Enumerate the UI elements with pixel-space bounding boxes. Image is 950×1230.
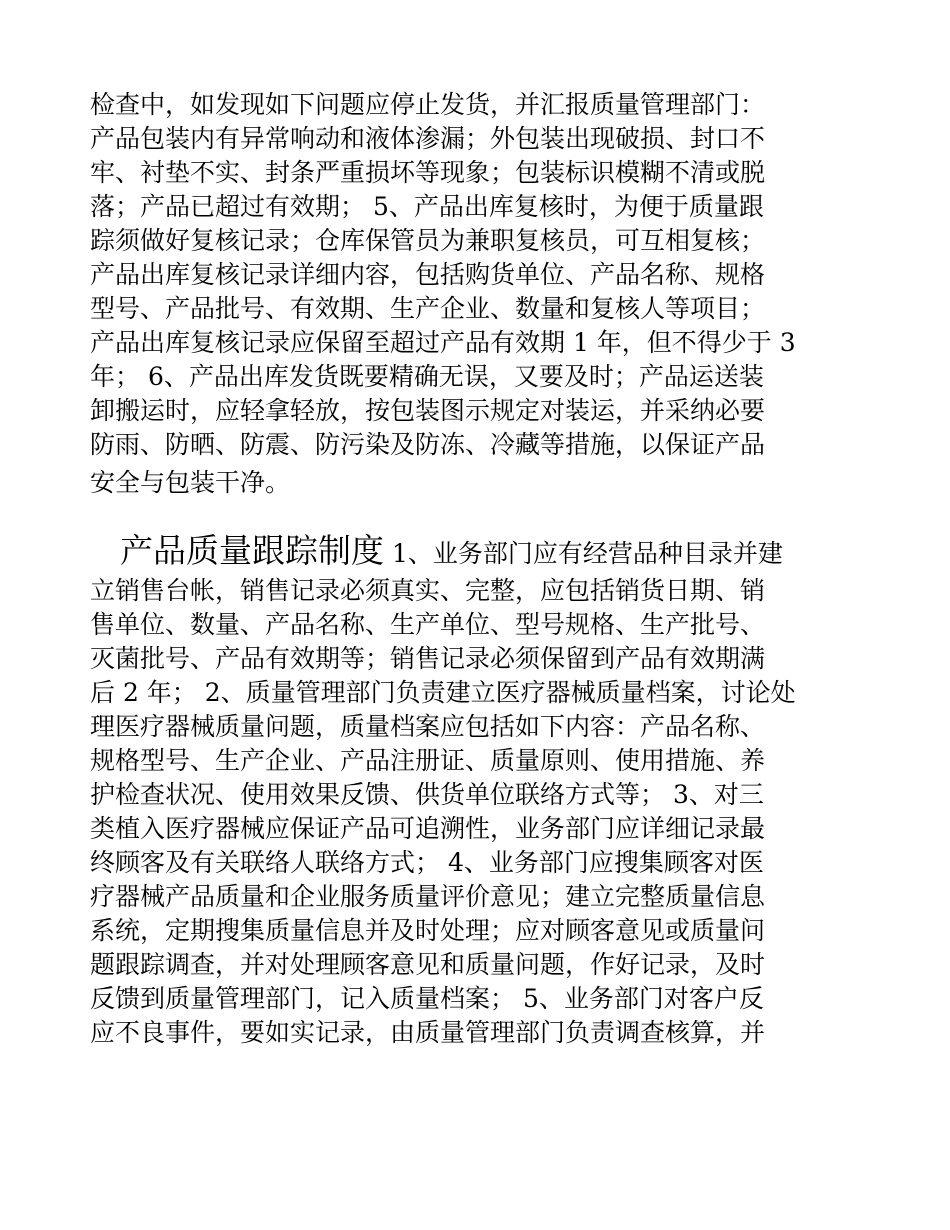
- para2-line-11: 疗器械产品质量和企业服务质量评价意见；建立完整质量信息: [90, 882, 766, 911]
- para1-line-1: 检查中，如发现如下问题应停止发货，并汇报质量管理部门：: [90, 90, 766, 119]
- para2-line-8: 护检查状况、使用效果反馈、供货单位联络方式等； 3、对三: [90, 780, 764, 809]
- para2-line-12: 系统，定期搜集质量信息并及时处理；应对顾客意见或质量问: [90, 916, 766, 945]
- para1-line-11: 防雨、防晒、防震、防污染及防冻、冷藏等措施，以保证产品: [90, 430, 766, 459]
- para2-line-9: 类植入医疗器械应保证产品可追溯性，业务部门应详细记录最: [90, 814, 766, 843]
- para1-line-12: 安全与包装干净。: [90, 468, 291, 497]
- para1-line-6: 产品出库复核记录详细内容，包括购货单位、产品名称、规格: [90, 260, 766, 289]
- para1-line-10: 卸搬运时，应轻拿轻放，按包装图示规定对装运，并采纳必要: [90, 396, 766, 425]
- para1-line-2: 产品包装内有异常响动和液体渗漏；外包装出现破损、封口不: [90, 124, 766, 153]
- para1-line-3: 牢、衬垫不实、封条严重损坏等现象；包装标识模糊不清或脱: [90, 158, 766, 187]
- section-heading: 产品质量跟踪制度: [120, 531, 384, 570]
- para2-line-1: [120, 530, 783, 572]
- para1-line-8: 产品出库复核记录应保留至超过产品有效期 1 年，但不得少于 3: [90, 328, 796, 357]
- para2-line-13: 题跟踪调查，并对处理顾客意见和质量问题，作好记录，及时: [90, 950, 766, 979]
- para2-line-2: 立销售台帐，销售记录必须真实、完整，应包括销货日期、销: [90, 576, 766, 605]
- para2-line-4: 灭菌批号、产品有效期等；销售记录必须保留到产品有效期满: [90, 644, 766, 673]
- para2-line-1-rest: 1、业务部门应有经营品种目录并建: [384, 539, 783, 568]
- para1-line-7: 型号、产品批号、有效期、生产企业、数量和复核人等项目；: [90, 294, 766, 323]
- para2-line-14: 反馈到质量管理部门，记入质量档案； 5、业务部门对客户反: [90, 984, 764, 1013]
- para1-line-5: 踪须做好复核记录；仓库保管员为兼职复核员，可互相复核；: [90, 226, 766, 255]
- para2-line-15: 应不良事件，要如实记录，由质量管理部门负责调查核算，并: [90, 1018, 766, 1047]
- para2-line-6: 理医疗器械质量问题，质量档案应包括如下内容：产品名称、: [90, 712, 766, 741]
- para2-line-5: 后 2 年； 2、质量管理部门负责建立医疗器械质量档案，讨论处: [90, 678, 796, 707]
- para2-line-3: 售单位、数量、产品名称、生产单位、型号规格、生产批号、: [90, 610, 766, 639]
- para1-line-4: 落；产品已超过有效期； 5、产品出库复核时，为便于质量跟: [90, 192, 764, 221]
- para1-line-9: 年； 6、产品出库发货既要精确无误，又要及时；产品运送装: [90, 362, 764, 391]
- para2-line-7: 规格型号、生产企业、产品注册证、质量原则、使用措施、养: [90, 746, 766, 775]
- para2-line-10: 终顾客及有关联络人联络方式； 4、业务部门应搜集顾客对医: [90, 848, 764, 877]
